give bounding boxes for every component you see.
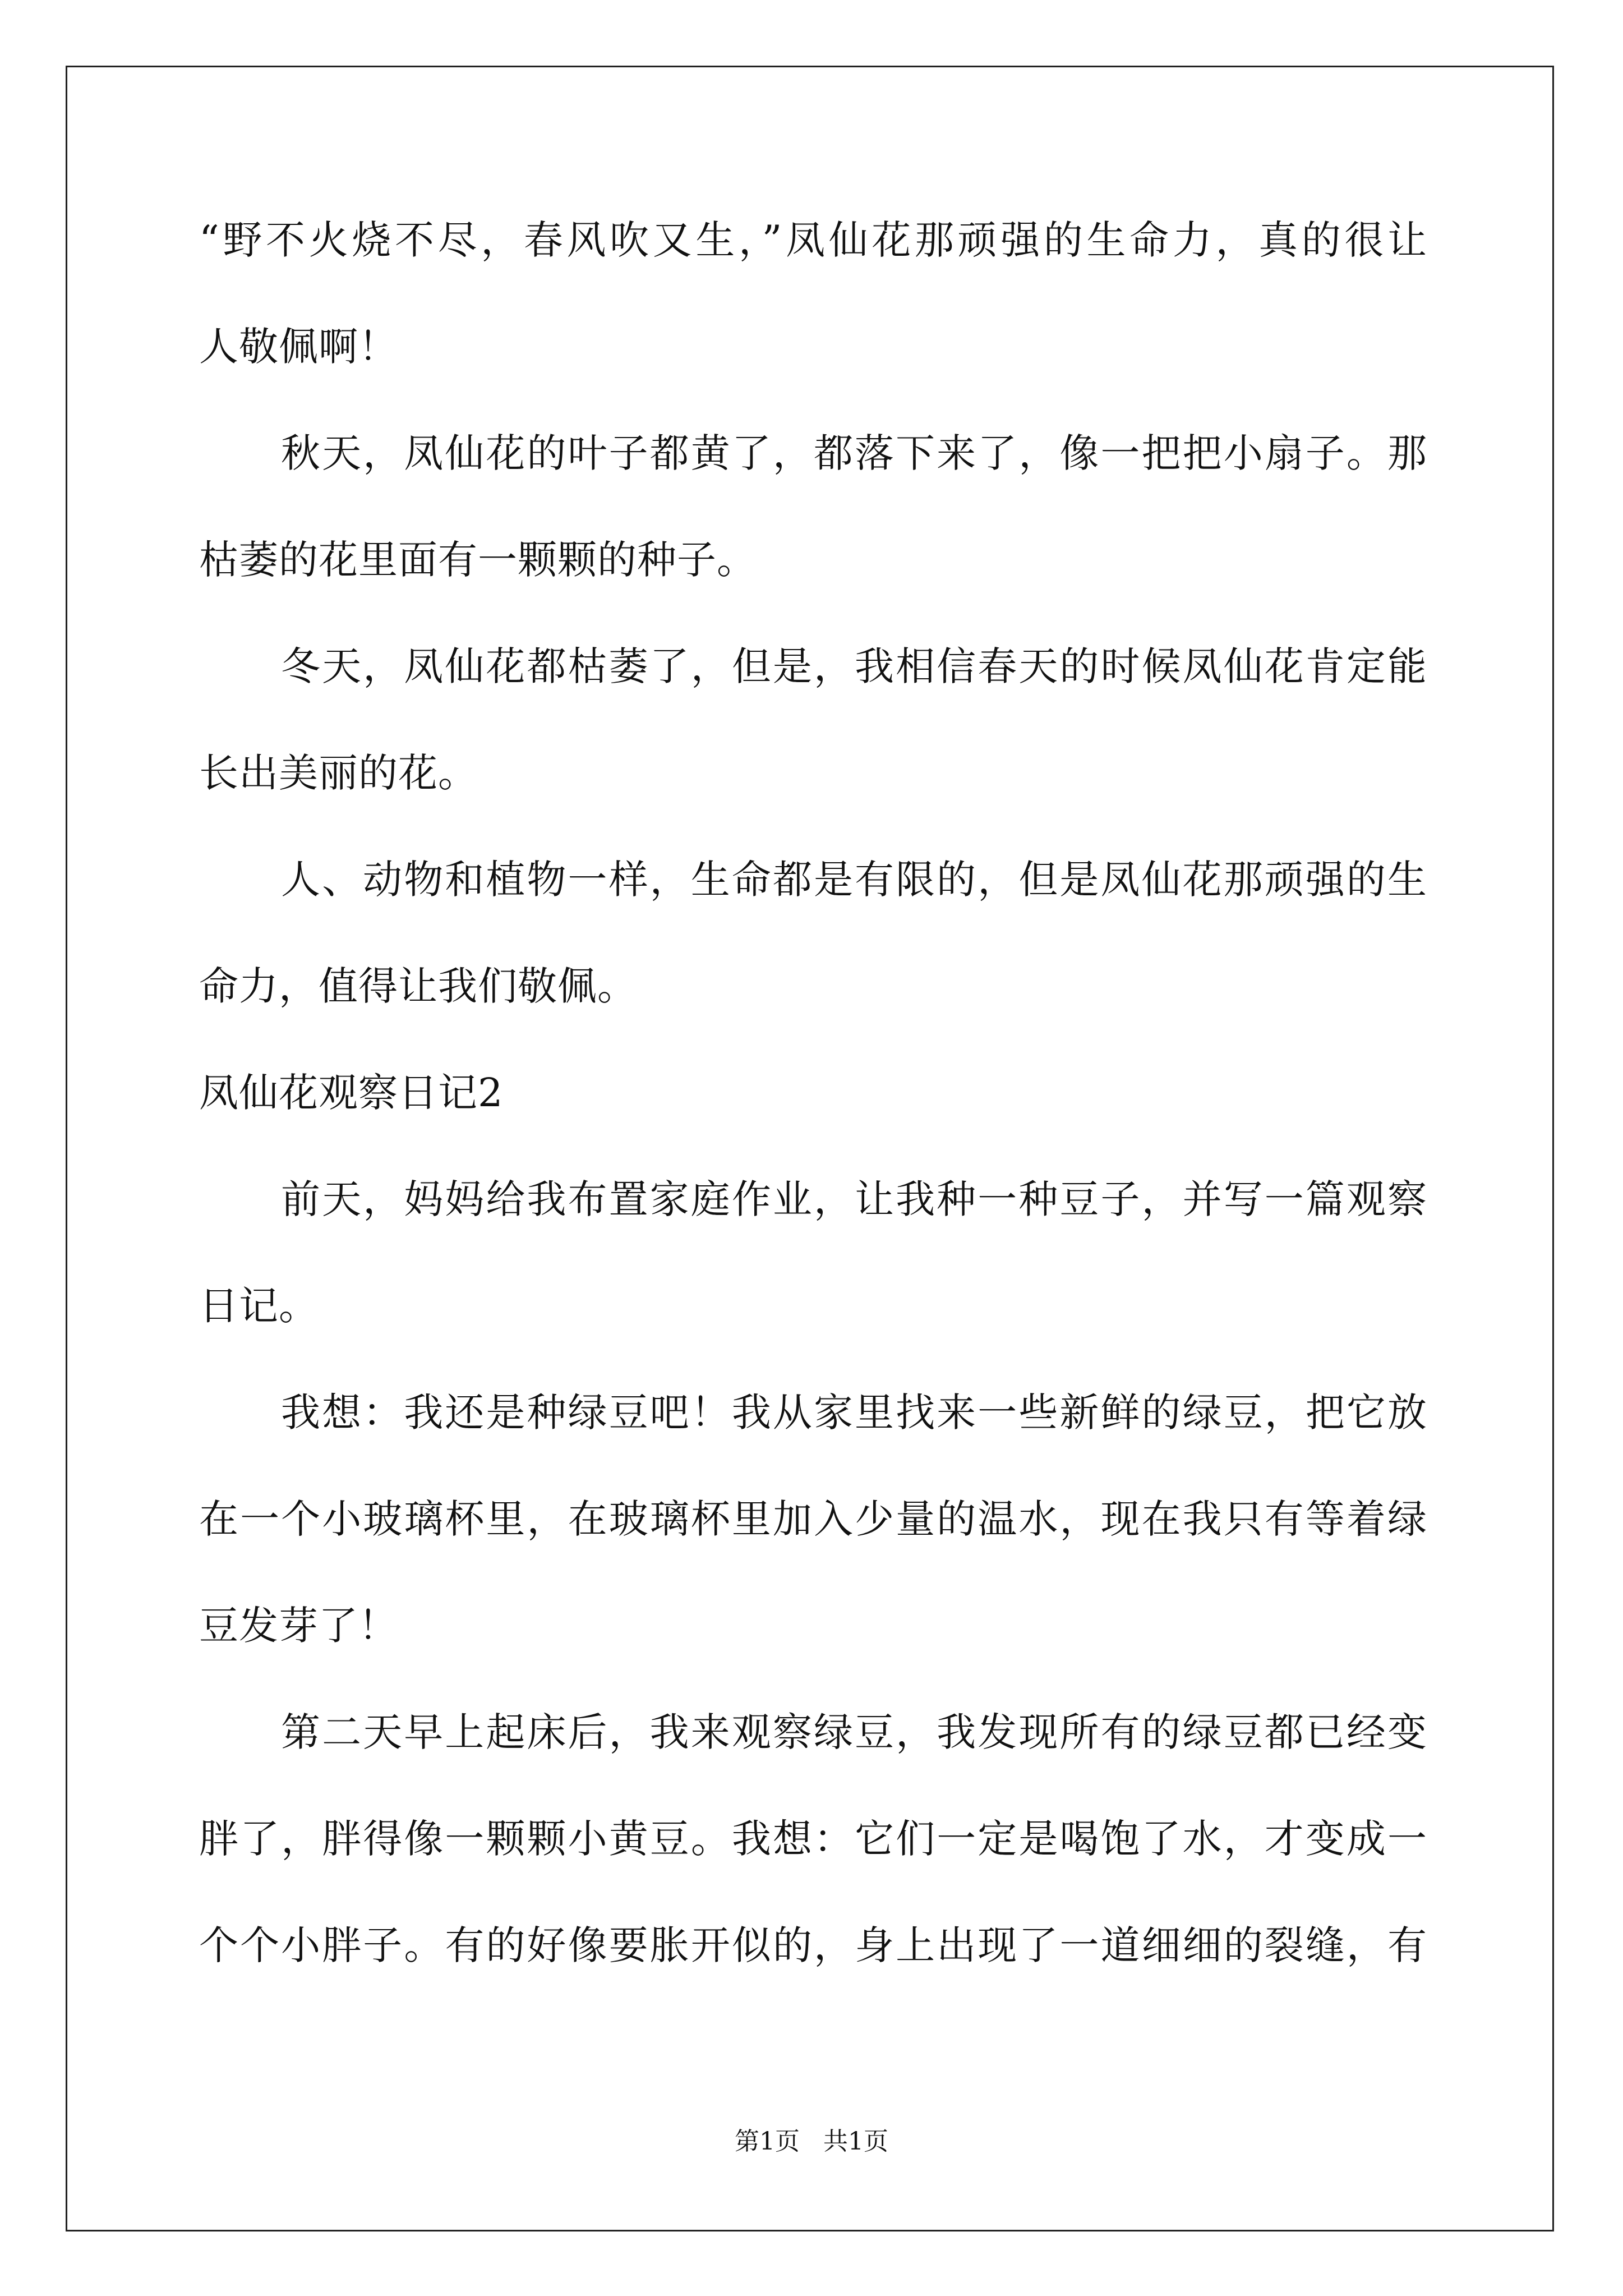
text-line: 人敬佩啊！	[199, 324, 398, 370]
text-line: 豆发芽了！	[199, 1603, 398, 1649]
page-number-footer: 第1页 共1页	[735, 2127, 888, 2156]
text-line: 我想：我还是种绿豆吧！我从家里找来一些新鲜的绿豆，把它放	[281, 1389, 1427, 1435]
text-line: 个个小胖子。有的好像要胀开似的，身上出现了一道细细的裂缝，有	[199, 1922, 1427, 1968]
page-border	[66, 66, 1554, 2231]
text-line: 第二天早上起床后，我来观察绿豆，我发现所有的绿豆都已经变	[281, 1709, 1427, 1755]
text-line: 长出美丽的花。	[199, 750, 478, 796]
text-line: 命力，值得让我们敬佩。	[199, 963, 637, 1009]
text-line: 日记。	[199, 1283, 319, 1329]
text-line: 胖了，胖得像一颗颗小黄豆。我想：它们一定是喝饱了水，才变成一	[199, 1816, 1427, 1862]
text-line: 枯萎的花里面有一颗颗的种子。	[199, 537, 757, 583]
text-line: 在一个小玻璃杯里，在玻璃杯里加入少量的温水，现在我只有等着绿	[199, 1496, 1427, 1542]
text-line: 冬天，凤仙花都枯萎了，但是，我相信春天的时候凤仙花肯定能	[281, 643, 1427, 689]
text-line: 人、动物和植物一样，生命都是有限的，但是凤仙花那顽强的生	[281, 857, 1427, 903]
section-heading: 凤仙花观察日记2	[199, 1070, 504, 1116]
text-line: 前天，妈妈给我布置家庭作业，让我种一种豆子，并写一篇观察	[281, 1176, 1427, 1222]
text-line: 秋天，凤仙花的叶子都黄了，都落下来了，像一把把小扇子。那	[281, 430, 1427, 476]
text-line: “野不火烧不尽，春风吹又生，”凤仙花那顽强的生命力，真的很让	[199, 217, 1427, 263]
